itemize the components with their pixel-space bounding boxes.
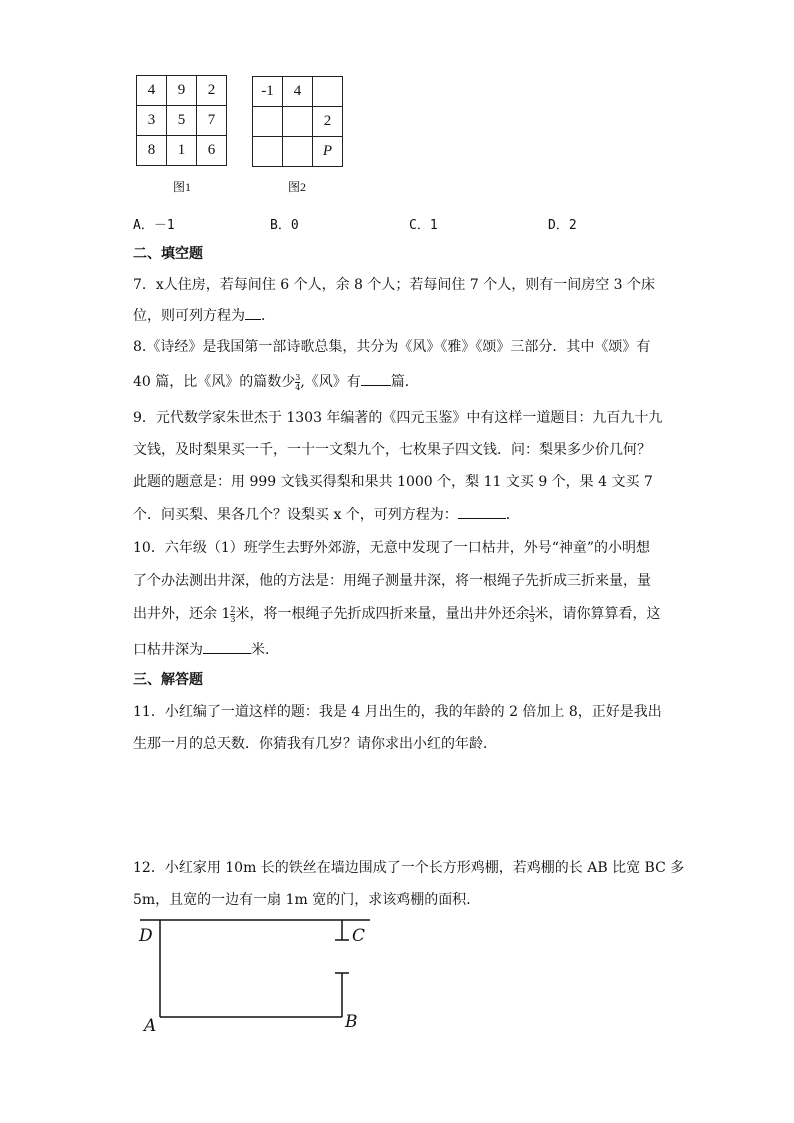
q10-end: 米． (251, 642, 279, 658)
q7-end: ． (261, 308, 275, 324)
figure2-caption: 图2 (288, 180, 307, 194)
point-label-a: A (144, 1016, 157, 1036)
q10-text3: 米，请你算算看，这 (534, 606, 661, 622)
section-heading-solve: 三、解答题 (133, 672, 203, 688)
q11-line1: 11．小红编了一道这样的题：我是 4 月出生的，我的年龄的 2 倍加上 8，正好是我出 (133, 704, 662, 720)
q8-line2 (133, 371, 419, 392)
q10-answer-blank[interactable] (203, 639, 251, 654)
fig2-cell: 4 (283, 77, 313, 107)
section-heading-fill-blank: 二、填空题 (133, 246, 203, 262)
fig2-cell (283, 107, 313, 137)
q8-frac-num: 3 (295, 372, 301, 382)
q9-answer-blank[interactable] (458, 504, 506, 519)
fig2-cell: P (313, 137, 343, 167)
q12-line1: 12．小红家用 10m 长的铁丝在墙边围成了一个长方形鸡棚，若鸡棚的长 AB 比宽 BC 多 (133, 860, 685, 876)
figure1-magic-square (136, 75, 227, 166)
choice-b: B．0 (270, 218, 299, 233)
q7-line1: 7．x人住房，若每间住 6 个人，余 8 个人；若每间住 7 个人，则有一间房空 3 个床 (133, 277, 656, 293)
q9-end: ． (505, 507, 520, 523)
fig1-cell: 3 (137, 106, 167, 136)
choice-d: D．2 (548, 218, 577, 233)
q12-line2: 5m，且宽的一边有一扇 1m 宽的门，求该鸡棚的面积． (133, 892, 481, 908)
q9-line3: 此题的题意是：用 999 文钱买得梨和果共 1000 个，梨 11 文买 9 个，果 4 文买 7 (133, 474, 653, 490)
q9-text: 个．问买梨、果各几个？设梨买 x 个，可列方程为： (133, 507, 458, 523)
q10-text4: 口枯井深为 (133, 642, 203, 658)
fig1-cell: 1 (167, 136, 197, 166)
fig2-cell: -1 (253, 77, 283, 107)
q9-line4 (133, 504, 520, 525)
fig1-cell: 7 (197, 106, 227, 136)
q8-answer-blank[interactable] (361, 371, 391, 386)
q10-frac2-num: 1 (529, 604, 535, 614)
q11-line2: 生那一月的总天数．你猜我有几岁？请你求出小红的年龄． (133, 736, 497, 752)
point-label-c: C (352, 926, 366, 946)
q7-line2 (133, 305, 275, 326)
fig2-cell (313, 77, 343, 107)
q10-line4 (133, 639, 279, 660)
q8-text3: 篇． (390, 374, 419, 390)
figure1-caption: 图1 (173, 180, 192, 194)
q9-line2: 文钱，及时梨果买一千，一十一文梨九个，七枚果子四文钱．问：梨果多少价几何？ (133, 442, 651, 458)
choice-c: C．1 (409, 218, 438, 233)
fig1-cell: 9 (167, 76, 197, 106)
q9-line1: 9．元代数学家朱世杰于 1303 年编著的《四元玉鉴》中有这样一道题目：九百九十九 (133, 410, 663, 426)
q10-frac2-den: 3 (529, 614, 535, 624)
fig2-cell (283, 137, 313, 167)
fig2-cell: 2 (313, 107, 343, 137)
q8-frac-den: 4 (295, 382, 301, 392)
q10-line1: 10．六年级（1）班学生去野外郊游，无意中发现了一口枯井，外号“神童”的小明想 (133, 540, 651, 556)
fig1-cell: 4 (137, 76, 167, 106)
q10-line2: 了个办法测出井深，他的方法是：用绳子测量井深，将一根绳子先折成三折来量，量 (133, 573, 651, 589)
fig2-cell (253, 137, 283, 167)
q7-answer-blank[interactable] (245, 305, 261, 320)
q10-frac1-num: 2 (230, 604, 236, 614)
q8-line1: 8.《诗经》是我国第一部诗歌总集，共分为《风》《雅》《颂》三部分．其中《颂》有 (133, 339, 651, 355)
q8-text2: ,《风》有 (300, 374, 361, 390)
q10-text: 出井外，还余 1 (133, 606, 231, 622)
q10-line3 (133, 604, 661, 624)
point-label-b: B (345, 1012, 358, 1032)
figure2-magic-square (252, 76, 343, 167)
point-label-d: D (139, 926, 153, 946)
q10-frac1-den: 3 (230, 614, 236, 624)
fig1-cell: 5 (167, 106, 197, 136)
q10-text2: 米，将一根绳子先折成四折来量，量出井外还余 (235, 606, 530, 622)
choice-a: A．－1 (133, 218, 175, 233)
q7-text: 位，则可列方程为 (133, 308, 245, 324)
fig2-cell (253, 107, 283, 137)
fig1-cell: 2 (197, 76, 227, 106)
fig1-cell: 6 (197, 136, 227, 166)
q8-text: 40 篇，比《风》的篇数少 (133, 374, 296, 390)
fig1-cell: 8 (137, 136, 167, 166)
